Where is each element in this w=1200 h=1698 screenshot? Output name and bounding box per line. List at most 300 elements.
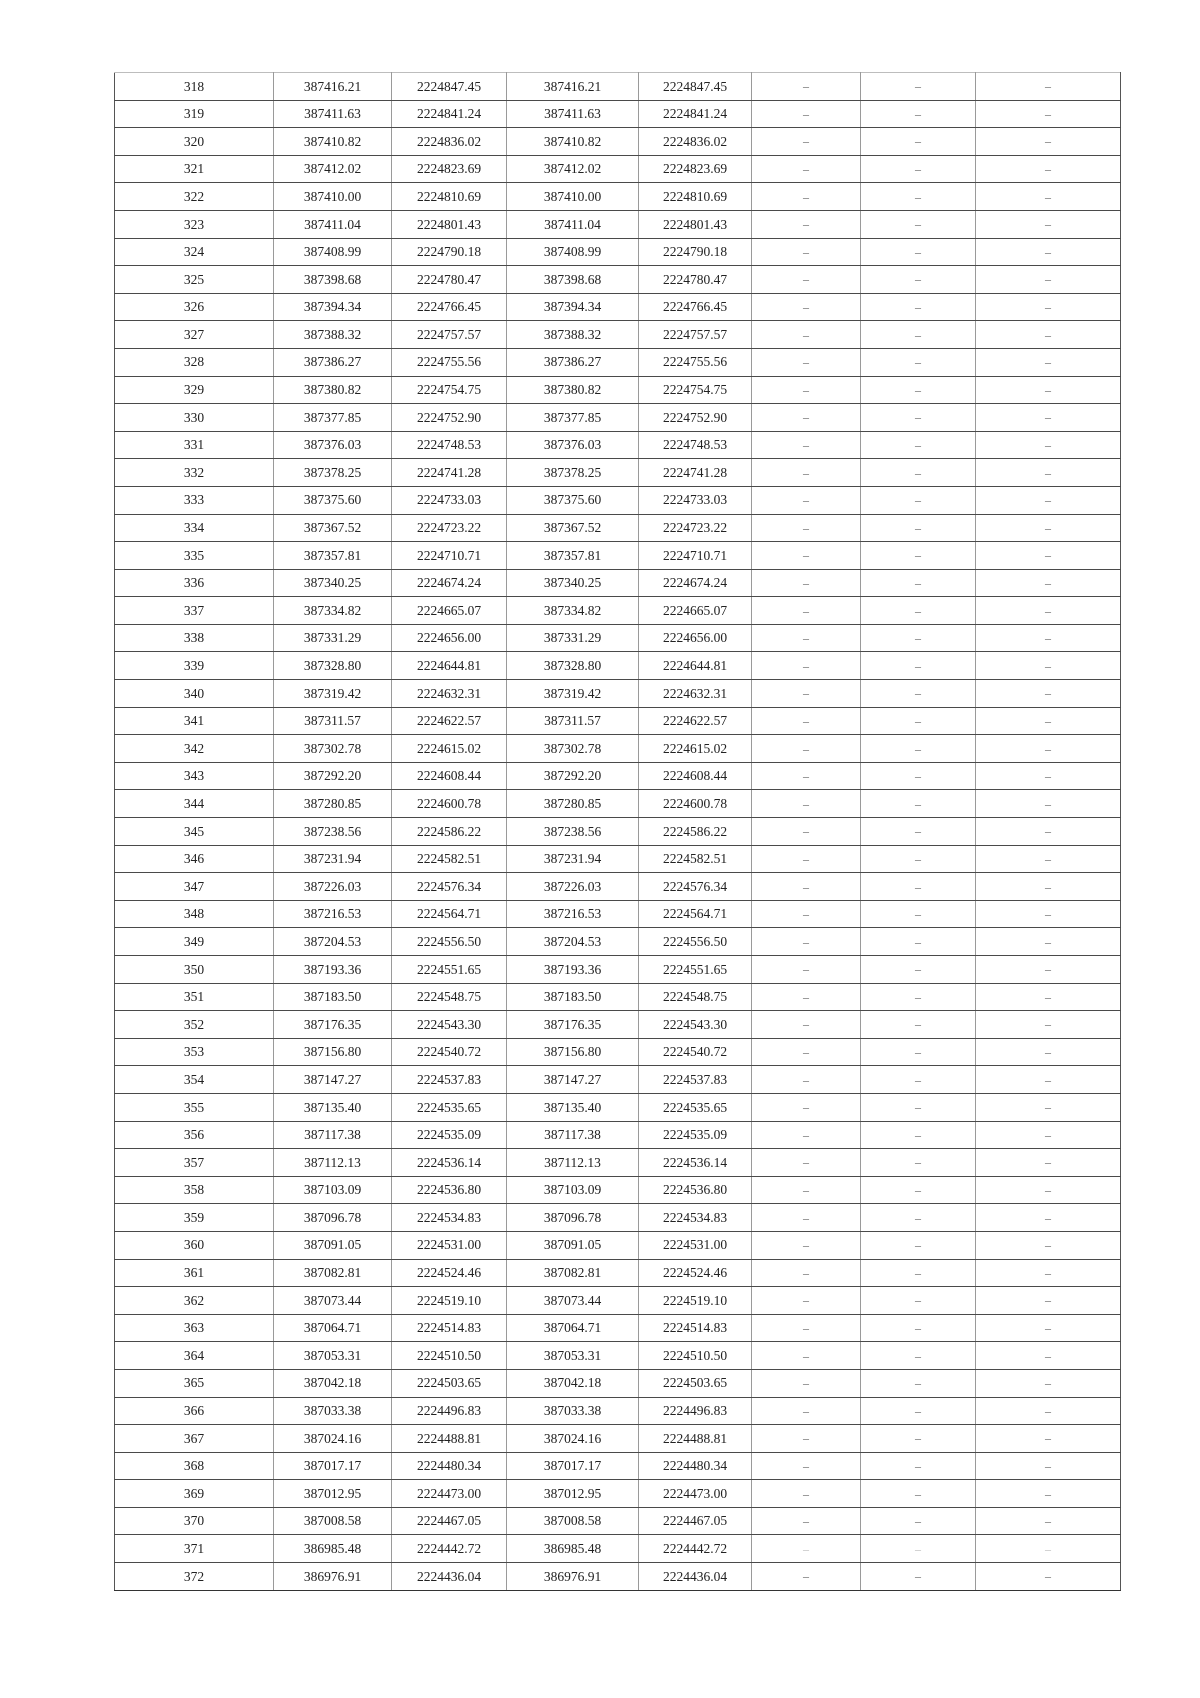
table-row [115,1121,1121,1149]
table-row [115,1425,1121,1453]
x-coordinate-repeat-cell: 387380.82 [507,376,639,404]
y-coordinate-repeat-cell: 2224534.83 [639,1204,752,1232]
x-coordinate-repeat-cell: 387416.21 [507,73,639,101]
empty-value-cell: – [752,1314,861,1342]
y-coordinate-repeat-cell: 2224503.65 [639,1369,752,1397]
empty-value-cell: – [976,1259,1121,1287]
empty-value-cell: – [752,1093,861,1121]
y-coordinate-cell: 2224543.30 [392,1011,507,1039]
empty-value-cell: – [752,597,861,625]
empty-value-cell: – [976,1425,1121,1453]
x-coordinate-repeat-cell: 387357.81 [507,542,639,570]
y-coordinate-cell: 2224536.14 [392,1149,507,1177]
empty-value-cell: – [861,762,976,790]
y-coordinate-repeat-cell: 2224564.71 [639,900,752,928]
point-number-cell: 370 [115,1507,274,1535]
point-number-cell: 342 [115,735,274,763]
x-coordinate-repeat-cell: 387410.82 [507,128,639,156]
y-coordinate-cell: 2224644.81 [392,652,507,680]
x-coordinate-cell: 387410.82 [274,128,392,156]
y-coordinate-cell: 2224790.18 [392,238,507,266]
point-number-cell: 361 [115,1259,274,1287]
table-row [115,1507,1121,1535]
x-coordinate-cell: 387096.78 [274,1204,392,1232]
x-coordinate-repeat-cell: 387412.02 [507,155,639,183]
table-row [115,928,1121,956]
table-row [115,1259,1121,1287]
empty-value-cell: – [976,73,1121,101]
empty-value-cell: – [976,900,1121,928]
y-coordinate-repeat-cell: 2224790.18 [639,238,752,266]
x-coordinate-cell: 387238.56 [274,818,392,846]
x-coordinate-repeat-cell: 387135.40 [507,1093,639,1121]
y-coordinate-cell: 2224473.00 [392,1480,507,1508]
y-coordinate-repeat-cell: 2224551.65 [639,956,752,984]
y-coordinate-cell: 2224519.10 [392,1287,507,1315]
table-row [115,762,1121,790]
empty-value-cell: – [861,128,976,156]
point-number-cell: 329 [115,376,274,404]
empty-value-cell: – [976,1535,1121,1563]
table-row [115,735,1121,763]
empty-value-cell: – [976,1287,1121,1315]
empty-value-cell: – [752,128,861,156]
empty-value-cell: – [861,652,976,680]
y-coordinate-cell: 2224754.75 [392,376,507,404]
y-coordinate-cell: 2224537.83 [392,1066,507,1094]
x-coordinate-repeat-cell: 387378.25 [507,459,639,487]
x-coordinate-cell: 387340.25 [274,569,392,597]
y-coordinate-repeat-cell: 2224535.09 [639,1121,752,1149]
y-coordinate-repeat-cell: 2224543.30 [639,1011,752,1039]
empty-value-cell: – [752,1204,861,1232]
y-coordinate-repeat-cell: 2224632.31 [639,680,752,708]
x-coordinate-cell: 387412.02 [274,155,392,183]
point-number-cell: 347 [115,873,274,901]
table-row [115,1314,1121,1342]
point-number-cell: 365 [115,1369,274,1397]
x-coordinate-repeat-cell: 387176.35 [507,1011,639,1039]
table-body [115,73,1121,1591]
table-row [115,321,1121,349]
empty-value-cell: – [861,1176,976,1204]
y-coordinate-repeat-cell: 2224510.50 [639,1342,752,1370]
empty-value-cell: – [976,1011,1121,1039]
x-coordinate-repeat-cell: 387073.44 [507,1287,639,1315]
table-row [115,459,1121,487]
empty-value-cell: – [861,1231,976,1259]
empty-value-cell: – [976,652,1121,680]
point-number-cell: 349 [115,928,274,956]
y-coordinate-repeat-cell: 2224442.72 [639,1535,752,1563]
empty-value-cell: – [752,652,861,680]
empty-value-cell: – [752,818,861,846]
empty-value-cell: – [861,845,976,873]
y-coordinate-repeat-cell: 2224801.43 [639,210,752,238]
empty-value-cell: – [861,183,976,211]
empty-value-cell: – [976,1369,1121,1397]
table-row [115,900,1121,928]
empty-value-cell: – [752,680,861,708]
x-coordinate-cell: 387008.58 [274,1507,392,1535]
y-coordinate-repeat-cell: 2224644.81 [639,652,752,680]
x-coordinate-repeat-cell: 386985.48 [507,1535,639,1563]
y-coordinate-cell: 2224534.83 [392,1204,507,1232]
x-coordinate-repeat-cell: 387410.00 [507,183,639,211]
empty-value-cell: – [861,1425,976,1453]
x-coordinate-cell: 387231.94 [274,845,392,873]
empty-value-cell: – [861,624,976,652]
empty-value-cell: – [861,486,976,514]
empty-value-cell: – [861,680,976,708]
empty-value-cell: – [861,1397,976,1425]
x-coordinate-repeat-cell: 387156.80 [507,1038,639,1066]
empty-value-cell: – [976,238,1121,266]
y-coordinate-repeat-cell: 2224536.80 [639,1176,752,1204]
empty-value-cell: – [861,542,976,570]
empty-value-cell: – [976,818,1121,846]
empty-value-cell: – [752,928,861,956]
x-coordinate-cell: 387377.85 [274,404,392,432]
point-number-cell: 355 [115,1093,274,1121]
point-number-cell: 351 [115,983,274,1011]
point-number-cell: 336 [115,569,274,597]
empty-value-cell: – [861,293,976,321]
point-number-cell: 335 [115,542,274,570]
point-number-cell: 364 [115,1342,274,1370]
x-coordinate-repeat-cell: 387017.17 [507,1452,639,1480]
empty-value-cell: – [976,1176,1121,1204]
empty-value-cell: – [752,321,861,349]
empty-value-cell: – [861,1342,976,1370]
y-coordinate-repeat-cell: 2224810.69 [639,183,752,211]
empty-value-cell: – [861,1287,976,1315]
table-row [115,956,1121,984]
y-coordinate-repeat-cell: 2224436.04 [639,1563,752,1591]
x-coordinate-repeat-cell: 387053.31 [507,1342,639,1370]
table-row [115,983,1121,1011]
empty-value-cell: – [861,569,976,597]
x-coordinate-cell: 387398.68 [274,266,392,294]
point-number-cell: 332 [115,459,274,487]
table-row [115,183,1121,211]
point-number-cell: 360 [115,1231,274,1259]
empty-value-cell: – [976,210,1121,238]
empty-value-cell: – [861,818,976,846]
empty-value-cell: – [752,1397,861,1425]
table-row [115,818,1121,846]
x-coordinate-cell: 387226.03 [274,873,392,901]
y-coordinate-cell: 2224536.80 [392,1176,507,1204]
empty-value-cell: – [752,293,861,321]
empty-value-cell: – [752,1121,861,1149]
empty-value-cell: – [976,459,1121,487]
empty-value-cell: – [861,1093,976,1121]
y-coordinate-repeat-cell: 2224536.14 [639,1149,752,1177]
x-coordinate-repeat-cell: 387375.60 [507,486,639,514]
x-coordinate-cell: 387204.53 [274,928,392,956]
y-coordinate-cell: 2224757.57 [392,321,507,349]
x-coordinate-repeat-cell: 387411.04 [507,210,639,238]
y-coordinate-repeat-cell: 2224537.83 [639,1066,752,1094]
x-coordinate-cell: 387193.36 [274,956,392,984]
x-coordinate-repeat-cell: 387311.57 [507,707,639,735]
point-number-cell: 359 [115,1204,274,1232]
point-number-cell: 337 [115,597,274,625]
empty-value-cell: – [752,1369,861,1397]
y-coordinate-repeat-cell: 2224748.53 [639,431,752,459]
x-coordinate-repeat-cell: 387388.32 [507,321,639,349]
x-coordinate-cell: 387156.80 [274,1038,392,1066]
empty-value-cell: – [976,1397,1121,1425]
empty-value-cell: – [976,1204,1121,1232]
point-number-cell: 339 [115,652,274,680]
x-coordinate-repeat-cell: 387280.85 [507,790,639,818]
point-number-cell: 357 [115,1149,274,1177]
empty-value-cell: – [976,1149,1121,1177]
empty-value-cell: – [861,983,976,1011]
x-coordinate-cell: 387176.35 [274,1011,392,1039]
y-coordinate-repeat-cell: 2224836.02 [639,128,752,156]
empty-value-cell: – [976,376,1121,404]
empty-value-cell: – [976,183,1121,211]
x-coordinate-cell: 387073.44 [274,1287,392,1315]
empty-value-cell: – [976,1507,1121,1535]
empty-value-cell: – [976,1066,1121,1094]
empty-value-cell: – [861,1121,976,1149]
empty-value-cell: – [752,1176,861,1204]
table-row [115,155,1121,183]
x-coordinate-cell: 387331.29 [274,624,392,652]
empty-value-cell: – [861,1011,976,1039]
point-number-cell: 327 [115,321,274,349]
table-row [115,514,1121,542]
y-coordinate-cell: 2224586.22 [392,818,507,846]
empty-value-cell: – [976,1231,1121,1259]
x-coordinate-cell: 387033.38 [274,1397,392,1425]
y-coordinate-repeat-cell: 2224674.24 [639,569,752,597]
x-coordinate-cell: 387311.57 [274,707,392,735]
empty-value-cell: – [976,1480,1121,1508]
y-coordinate-repeat-cell: 2224608.44 [639,762,752,790]
empty-value-cell: – [861,348,976,376]
x-coordinate-repeat-cell: 387394.34 [507,293,639,321]
empty-value-cell: – [976,983,1121,1011]
y-coordinate-cell: 2224531.00 [392,1231,507,1259]
x-coordinate-cell: 387024.16 [274,1425,392,1453]
point-number-cell: 350 [115,956,274,984]
y-coordinate-cell: 2224847.45 [392,73,507,101]
x-coordinate-cell: 387411.63 [274,100,392,128]
empty-value-cell: – [752,1011,861,1039]
empty-value-cell: – [976,597,1121,625]
point-number-cell: 343 [115,762,274,790]
y-coordinate-repeat-cell: 2224710.71 [639,542,752,570]
y-coordinate-repeat-cell: 2224622.57 [639,707,752,735]
empty-value-cell: – [752,762,861,790]
table-row [115,1452,1121,1480]
empty-value-cell: – [976,431,1121,459]
x-coordinate-cell: 387147.27 [274,1066,392,1094]
table-row [115,1397,1121,1425]
x-coordinate-cell: 387112.13 [274,1149,392,1177]
point-number-cell: 352 [115,1011,274,1039]
empty-value-cell: – [976,486,1121,514]
empty-value-cell: – [976,293,1121,321]
empty-value-cell: – [752,73,861,101]
y-coordinate-repeat-cell: 2224733.03 [639,486,752,514]
y-coordinate-cell: 2224836.02 [392,128,507,156]
y-coordinate-cell: 2224496.83 [392,1397,507,1425]
x-coordinate-cell: 387042.18 [274,1369,392,1397]
y-coordinate-repeat-cell: 2224514.83 [639,1314,752,1342]
empty-value-cell: – [976,1121,1121,1149]
x-coordinate-repeat-cell: 387398.68 [507,266,639,294]
empty-value-cell: – [976,348,1121,376]
x-coordinate-cell: 387135.40 [274,1093,392,1121]
point-number-cell: 323 [115,210,274,238]
x-coordinate-repeat-cell: 387147.27 [507,1066,639,1094]
table-row [115,1204,1121,1232]
empty-value-cell: – [752,238,861,266]
x-coordinate-cell: 387319.42 [274,680,392,708]
table-row [115,1231,1121,1259]
y-coordinate-cell: 2224548.75 [392,983,507,1011]
empty-value-cell: – [976,1038,1121,1066]
empty-value-cell: – [976,321,1121,349]
y-coordinate-cell: 2224535.65 [392,1093,507,1121]
table-row [115,238,1121,266]
empty-value-cell: – [752,873,861,901]
empty-value-cell: – [861,100,976,128]
y-coordinate-cell: 2224674.24 [392,569,507,597]
point-number-cell: 341 [115,707,274,735]
table-row [115,1342,1121,1370]
table-row [115,1066,1121,1094]
empty-value-cell: – [752,845,861,873]
empty-value-cell: – [976,1452,1121,1480]
x-coordinate-cell: 387064.71 [274,1314,392,1342]
point-number-cell: 348 [115,900,274,928]
y-coordinate-repeat-cell: 2224548.75 [639,983,752,1011]
x-coordinate-cell: 387375.60 [274,486,392,514]
empty-value-cell: – [976,707,1121,735]
y-coordinate-repeat-cell: 2224766.45 [639,293,752,321]
point-number-cell: 358 [115,1176,274,1204]
point-number-cell: 331 [115,431,274,459]
x-coordinate-cell: 387388.32 [274,321,392,349]
x-coordinate-repeat-cell: 387103.09 [507,1176,639,1204]
x-coordinate-repeat-cell: 387024.16 [507,1425,639,1453]
table-row [115,376,1121,404]
empty-value-cell: – [861,873,976,901]
empty-value-cell: – [861,73,976,101]
table-row [115,1369,1121,1397]
y-coordinate-cell: 2224488.81 [392,1425,507,1453]
x-coordinate-repeat-cell: 387319.42 [507,680,639,708]
y-coordinate-cell: 2224480.34 [392,1452,507,1480]
table-row [115,348,1121,376]
x-coordinate-cell: 387378.25 [274,459,392,487]
y-coordinate-repeat-cell: 2224473.00 [639,1480,752,1508]
y-coordinate-cell: 2224442.72 [392,1535,507,1563]
empty-value-cell: – [861,266,976,294]
x-coordinate-cell: 387012.95 [274,1480,392,1508]
empty-value-cell: – [752,210,861,238]
table-row [115,652,1121,680]
x-coordinate-cell: 387280.85 [274,790,392,818]
x-coordinate-cell: 387376.03 [274,431,392,459]
y-coordinate-repeat-cell: 2224656.00 [639,624,752,652]
y-coordinate-repeat-cell: 2224741.28 [639,459,752,487]
y-coordinate-cell: 2224514.83 [392,1314,507,1342]
y-coordinate-cell: 2224710.71 [392,542,507,570]
empty-value-cell: – [861,238,976,266]
point-number-cell: 338 [115,624,274,652]
empty-value-cell: – [861,431,976,459]
y-coordinate-cell: 2224780.47 [392,266,507,294]
x-coordinate-repeat-cell: 387238.56 [507,818,639,846]
empty-value-cell: – [861,1563,976,1591]
empty-value-cell: – [752,707,861,735]
x-coordinate-repeat-cell: 387193.36 [507,956,639,984]
x-coordinate-cell: 387117.38 [274,1121,392,1149]
empty-value-cell: – [976,845,1121,873]
empty-value-cell: – [976,1563,1121,1591]
x-coordinate-cell: 387017.17 [274,1452,392,1480]
empty-value-cell: – [976,680,1121,708]
y-coordinate-repeat-cell: 2224780.47 [639,266,752,294]
empty-value-cell: – [752,1149,861,1177]
point-number-cell: 366 [115,1397,274,1425]
empty-value-cell: – [752,1452,861,1480]
empty-value-cell: – [752,155,861,183]
table-row [115,680,1121,708]
y-coordinate-repeat-cell: 2224723.22 [639,514,752,542]
x-coordinate-cell: 387334.82 [274,597,392,625]
empty-value-cell: – [752,1480,861,1508]
x-coordinate-repeat-cell: 387112.13 [507,1149,639,1177]
table-row [115,266,1121,294]
x-coordinate-repeat-cell: 387064.71 [507,1314,639,1342]
empty-value-cell: – [976,569,1121,597]
table-row [115,845,1121,873]
x-coordinate-cell: 386976.91 [274,1563,392,1591]
empty-value-cell: – [861,900,976,928]
empty-value-cell: – [861,597,976,625]
x-coordinate-repeat-cell: 387302.78 [507,735,639,763]
empty-value-cell: – [861,1149,976,1177]
y-coordinate-cell: 2224503.65 [392,1369,507,1397]
coordinate-table [114,72,1121,1591]
point-number-cell: 319 [115,100,274,128]
point-number-cell: 334 [115,514,274,542]
x-coordinate-cell: 387216.53 [274,900,392,928]
empty-value-cell: – [976,266,1121,294]
y-coordinate-cell: 2224556.50 [392,928,507,956]
x-coordinate-cell: 387357.81 [274,542,392,570]
empty-value-cell: – [752,1507,861,1535]
empty-value-cell: – [976,762,1121,790]
empty-value-cell: – [861,1369,976,1397]
table-row [115,569,1121,597]
empty-value-cell: – [861,459,976,487]
empty-value-cell: – [861,790,976,818]
y-coordinate-repeat-cell: 2224615.02 [639,735,752,763]
x-coordinate-cell: 387302.78 [274,735,392,763]
empty-value-cell: – [752,735,861,763]
point-number-cell: 320 [115,128,274,156]
